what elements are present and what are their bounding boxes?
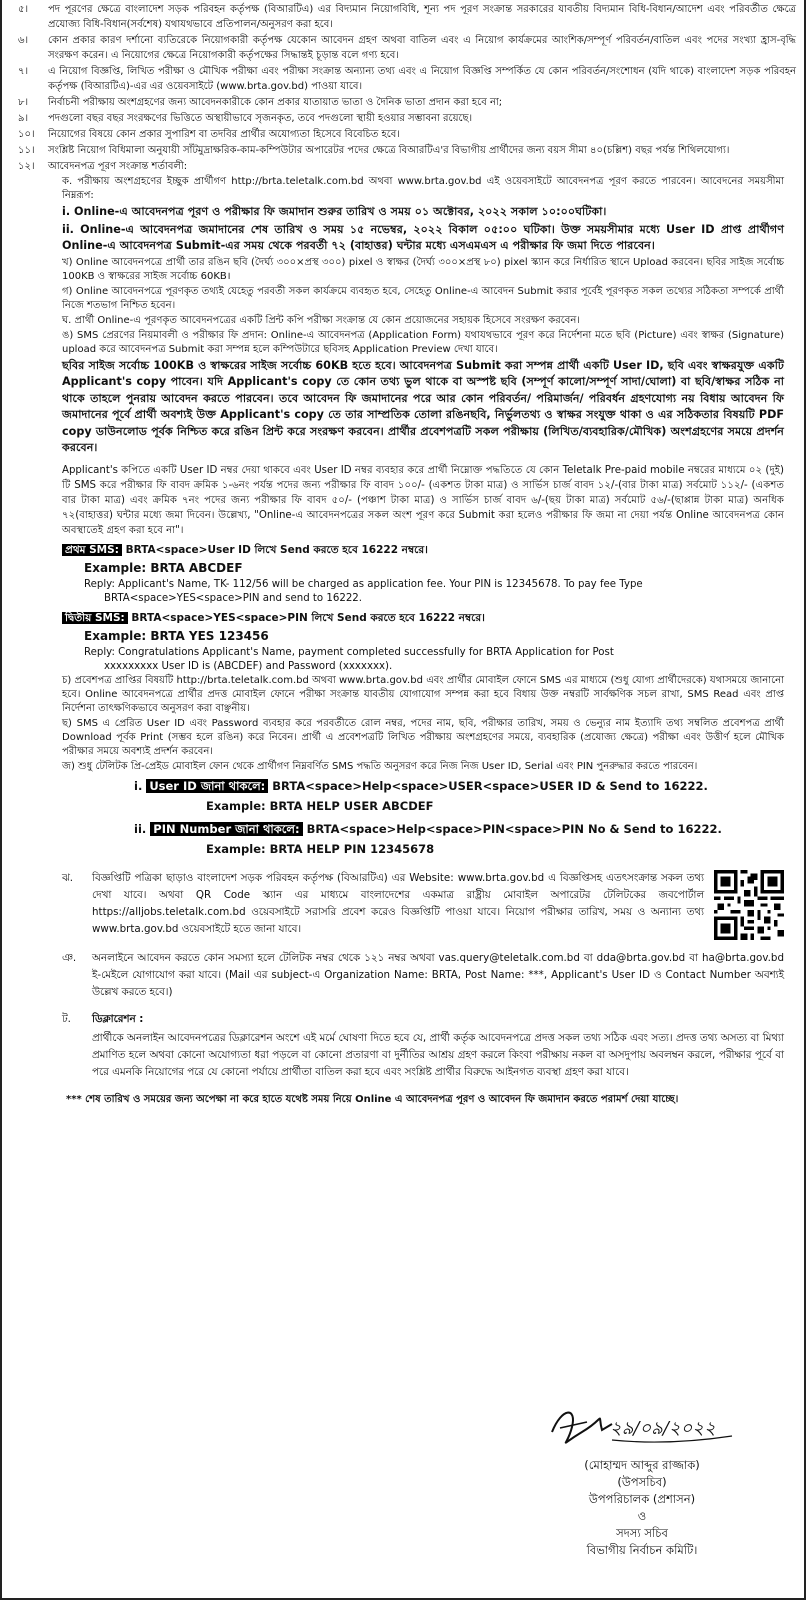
- clause-text: পদ পূরণের ক্ষেত্রে বাংলাদেশ সড়ক পরিবহন কর্তৃপক্ষ (বিআরটিএ) এর বিদ্যমান নিয়োগবিধি, শূন্য পদ পূরণ সংক্রান্ত সরকারের যাবতীয় বিদ্যমান বিধি-বিধান/আদেশ এবং পরিবর্তীত ক্ষেত্রে প্রযোজ্য বিধি-বিধান(সর্বশেষ) যথাযথভাবে প্রতিপালন/অনুসরণ করা হবে।: [48, 4, 796, 30]
- help-pin-line: [134, 820, 796, 838]
- clause-text: সংশ্লিষ্ট নিয়োগ বিধিমালা অনুযায়ী সাঁটমুদ্রাক্ষরিক-কাম-কম্পিউটার অপারেটর পদের ক্ষেত্রে বিআরটিএ'র বিভাগীয় প্রার্থীদের জন্য বয়স সীমা ৪০(চল্লিশ) বছর পর্যন্ত শিথিলযোগ্য।: [48, 145, 730, 156]
- clause-10: [16, 127, 796, 142]
- subclause-ka: ক. পরীক্ষায় অংশগ্রহণের ইচ্ছুক প্রার্থীগণ http://brta.teletalk.com.bd অথবা www.brta.gov.bd এই ওয়েবসাইটে আবেদনপত্র পূরণ করতে পারবেন। আবেদনের সময়সীমা নিম্নরূপ:: [62, 176, 784, 201]
- clause-text: অনলাইনে আবেদন করতে কোন সমস্যা হলে টেলিটক নম্বর থেকে ১২১ নম্বর অথবা vas.query@teletalk.com.bd বা dda@brta.gov.bd বা ha@brta.gov.bd ই-মেইলে যোগাযোগ করা যাবে। (Mail এর subject-এ Organization Name: BRTA, Post Name: ***, Applicant's User ID ও Contact Number অবশ্যই উল্লেখ করতে হবে।): [92, 951, 784, 998]
- clause-number: ৭।: [18, 66, 29, 77]
- clause-number: ১০।: [18, 129, 35, 140]
- handwritten-signature-icon: [542, 1402, 742, 1452]
- subclause-cha: চ) প্রবেশপত্র প্রাপ্তির বিষয়টি http://brta.teletalk.com.bd অথবা www.brta.gov.bd এবং প্রার্থীর মোবাইল ফোনে SMS এর মাধ্যমে (শুধু যোগ্য প্রার্থীদেরকে) যথাসময়ে জানানো হবে। Online আবেদনপত্রে প্রার্থীর প্রদত্ত মোবাইল ফোনে পরীক্ষা সংক্রান্ত যাবতীয় যোগাযোগ সম্পন্ন করা হবে বিধায় উক্ত নম্বরটি সার্বক্ষণিক সচল রাখা, SMS Read এবং প্রাপ্ত নির্দেশনা তাৎক্ষণিকভাবে অনুসরণ করা বাঞ্ছনীয়।: [62, 674, 784, 714]
- first-sms-example: Example: BRTA ABCDEF: [84, 560, 243, 575]
- clause-text: বিজ্ঞপ্তিটি পত্রিকা ছাড়াও বাংলাদেশ সড়ক পরিবহন কর্তৃপক্ষ (বিআরটিএ) এর Website: www.brta.gov.bd এ বিজ্ঞপ্তিসহ এতৎসংক্রান্ত সকল তথ্য দেখা যাবে। অথবা QR Code স্ক্যান এর মাধ্যমে বাংলাদেশের একমাত্র রাষ্ট্রীয় মোবাইল অপারেটর টেলিটকের জবপোর্টাল https://alljobs.teletalk.com.bd ওয়েবসাইটে সরাসরি প্রবেশ করেও বিজ্ঞপ্তিটি পাওয়া যাবে। নিয়োগ পরীক্ষার তারিখ, সময় ও অন্যান্য তথ্য www.brta.gov.bd ওয়েবসাইটে হতে জানা যাবে।: [92, 871, 704, 935]
- clause-text: এ নিয়োগ বিজ্ঞপ্তি, লিখিত পরীক্ষা ও মৌখিক পরীক্ষা এবং পরীক্ষা সংক্রান্ত অন্যান্য তথ্য এবং এ নিয়োগ বিজ্ঞপ্তি সম্পর্কিত যে কোন পরিবর্তন/সংশোধন (যদি থাকে) বাংলাদেশ সড়ক পরিবহন কর্তৃপক্ষ (বিআরটিএ)-এর এর ওয়েবসাইটে (www.brta.gov.bd) পাওয়া যাবে।: [48, 66, 796, 92]
- help-pin-example: Example: BRTA HELP PIN 12345678: [206, 841, 435, 856]
- clause-12: [16, 159, 796, 174]
- clause-number: ৫।: [18, 4, 29, 15]
- clause-ta: [62, 1011, 784, 1028]
- subclause-ja: জ) শুধু টেলিটক প্রি-প্রেইড মোবাইল ফোন থেকে প্রার্থীগণ নিম্নবর্ণিত SMS পদ্ধতি অনুসরণ করে নিজ নিজ User ID, Serial এবং PIN পুনরুদ্ধার করতে পারবেন।: [62, 760, 698, 772]
- signatory-and: ও: [637, 1509, 647, 1523]
- subclause-gha: ঘ. প্রার্থী Online-এ পূরণকৃত আবেদনপত্রের একটি প্রিন্ট কপি পরীক্ষা সংক্রান্ত যে কোন প্রয়োজনের সহায়ক হিসেবে সংরক্ষণ করবেন।: [62, 314, 580, 326]
- first-sms-reply-continued: BRTA<space>YES<space>PIN and send to 16222.: [104, 592, 363, 604]
- clause-6: [16, 33, 796, 63]
- help-user-id-example: Example: BRTA HELP USER ABCDEF: [206, 798, 434, 813]
- second-sms-reply: Reply: Congratulations Applicant's Name, payment completed successfully for BRTA Application for Post: [84, 646, 614, 658]
- subclause-ga: গ) Online আবেদনপত্রে পূরণকৃত তথ্যই যেহেতু পরবর্তী সকল কার্যক্রমে ব্যবহৃত হবে, সেহেতু Online-এ আবেদন Submit করার পূর্বেই পূরণকৃত সকল তথ্যের সঠিকতা সম্পর্কে প্রার্থী নিজে শতভাগ নিশ্চিত হবেন।: [62, 285, 784, 311]
- help-user-id-prefix: i.: [134, 778, 143, 793]
- clause-jha: [62, 870, 784, 940]
- second-sms-line: [62, 610, 796, 626]
- help-pin-prefix: ii.: [134, 821, 147, 836]
- clause-number: ১২।: [18, 161, 35, 172]
- sms-fee-paragraph: Applicant's কপিতে একটি User ID নম্বর দেয়া থাকবে এবং User ID নম্বর ব্যবহার করে প্রার্থী নিম্নোক্ত পদ্ধতিতে যে কোন Teletalk Pre-paid mobile নম্বরের মাধ্যমে ০২ (দুই) টি SMS করে পরীক্ষার ফি বাবদ ক্রমিক ১-৬নং পর্যন্ত পদের জন্য পরীক্ষার ফি বাবদ ১০০/- (একশত টাকা মাত্র) ও সার্ভিস চার্জ বাবদ ১২/-(বার টাকা মাত্র) সর্বমোট ১১২/- (একশত বার টাকা মাত্র) এবং ক্রমিক ৭নং পদের জন্য পরীক্ষার ফি বাবদ ৫০/- (পঞ্চাশ টাকা মাত্র) ও সার্ভিস চার্জ বাবদ ৬/-(ছয় টাকা মাত্র) সর্বমোট ৫৬/-(ছাপ্পান্ন টাকা মাত্র) অনধিক ৭২(বাহাত্তর) ঘন্টার মধ্যে জমা দিবেন। উল্লেখ্য, "Online-এ আবেদনপত্রের সকল অংশ পূরণ করে Submit করা হলেও পরীক্ষার ফি জমা না দেয়া পর্যন্ত Online আবেদনপত্র কোন অবস্থাতেই গ্রহণ করা হবে না"।: [62, 464, 784, 536]
- second-sms-instruction: BRTA<space>YES<space>PIN লিখে Send করতে হবে 16222 নম্বরে।: [131, 611, 485, 624]
- help-pin-label: PIN Number জানা থাকলে:: [150, 822, 302, 836]
- clause-text: নির্বাচনী পরীক্ষায় অংশগ্রহণের জন্য আবেদনকারীকে কোন প্রকার যাতায়াত ভাতা ও দৈনিক ভাতা প্রদান করা হবে না;: [48, 97, 503, 108]
- clause-nya: [62, 950, 784, 1001]
- first-sms-line: [62, 542, 796, 558]
- subclause-chha: ছ) SMS এ প্রেরিত User ID এবং Password ব্যবহার করে পরবর্তীতে রোল নম্বর, পদের নাম, ছবি, পরীক্ষার তারিখ, সময় ও ভেন্যুর নাম ইত্যাদি তথ্য সম্বলিত প্রবেশপত্র প্রার্থী Download পূর্বক Print (সম্ভব হলে রঙিন) করে নিবেন। প্রার্থী এ প্রবেশপত্রটি লিখিত পরীক্ষায় অংশগ্রহণের সময়ে, ব্যবহারিক (প্রযোজ্য ক্ষেত্রে) পরীক্ষা এবং উত্তীর্ণ হলে মৌখিক পরীক্ষার সময়ে অবশ্যই প্রদর্শন করবেন।: [62, 717, 784, 757]
- signatory-post: উপপরিচালক (প্রশাসন): [588, 1492, 696, 1506]
- first-sms-reply: Reply: Applicant's Name, TK- 112/56 will be charged as application fee. Your PIN is 12345678. To pay fee Type: [84, 578, 643, 590]
- help-user-id-instruction: BRTA<space>Help<space>USER<space>USER ID & Send to 16222.: [272, 778, 708, 793]
- signatory-role: সদস্য সচিব: [616, 1526, 668, 1540]
- qr-code-icon[interactable]: [714, 870, 784, 940]
- second-sms-label: দ্বিতীয় SMS:: [62, 612, 128, 624]
- second-sms-reply-continued: xxxxxxxxx User ID is (ABCDEF) and Password (xxxxxxx).: [104, 660, 393, 672]
- clause-text: আবেদনপত্র পূরণ সংক্রান্ত শর্তাবলী:: [48, 161, 188, 172]
- clause-9: [16, 111, 796, 126]
- subclause-i: i. Online-এ আবেদনপত্র পূরণ ও পরীক্ষার ফি জমাদান শুরুর তারিখ ও সময় ০১ অক্টোবর, ২০২২ সকাল ১০:০০ঘটিকা।: [62, 205, 607, 218]
- clause-text: পদগুলো বছর বছর সংরক্ষণের ভিত্তিতে অস্থায়ীভাবে সৃজনকৃত, তবে পদগুলো স্থায়ী হওয়ার সম্ভাবনা রয়েছে।: [48, 113, 473, 124]
- terms-list: [16, 2, 796, 1107]
- clause-11: [16, 143, 796, 158]
- signatory-committee: বিভাগীয় নির্বাচন কমিটি।: [586, 1543, 698, 1557]
- clause-number: ঝ.: [62, 871, 74, 884]
- first-sms-label: প্রথম SMS:: [62, 544, 122, 556]
- declaration-body: প্রার্থীকে অনলাইন আবেদনপত্রের ডিক্লারেশন অংশে এই মর্মে ঘোষণা দিতে হবে যে, প্রার্থী কর্তৃক আবেদনপত্রে প্রদত্ত সকল তথ্য সঠিক এবং সত্য। প্রদত্ত তথ্য অসত্য বা মিথ্যা প্রমাণিত হলে অথবা কোনো অযোগ্যতা ধরা পড়লে বা কোনো প্রতারণা বা দুর্নীতির আশ্রয় গ্রহণ করলে কিংবা পরীক্ষায় নকল বা অসদুপায় অবলম্বন করলে, পরীক্ষার পূর্বে বা পরে এমনকি নিয়োগের পরে যে কোনো পর্যায়ে প্রার্থীতা বাতিল করা হবে এবং সংশ্লিষ্ট প্রার্থীর বিরুদ্ধে আইনগত ব্যবস্থা গ্রহণ করা যাবে।: [92, 1031, 784, 1078]
- second-sms-example: Example: BRTA YES 123456: [84, 628, 269, 643]
- clause-number: ট.: [62, 1012, 71, 1025]
- subclause-ii: ii. Online-এ আবেদনপত্র জমাদানের শেষ তারিখ ও সময় ১৫ নভেম্বর, ২০২২ বিকাল ০৫:০০ ঘটিকা। উক্ত সময়সীমার মধ্যে User ID প্রাপ্ত প্রার্থীগণ Online-এ আবেদনপত্র Submit-এর সময় থেকে পরবর্তী ৭২ (বাহাত্তর) ঘন্টার মধ্যে এসএমএস এ পরীক্ষার ফি জমা দিতে পারবেন।: [62, 222, 784, 252]
- signature-date: ২৯/০৯/২০২২: [610, 1418, 716, 1439]
- help-user-id-line: [134, 777, 796, 795]
- clause-7: [16, 64, 796, 94]
- declaration-heading: ডিক্লারেশন :: [92, 1012, 144, 1025]
- clause-5: [16, 2, 796, 32]
- clause-text: নিয়োগের বিষয়ে কোন প্রকার সুপারিশ বা তদবির প্রার্থীর অযোগ্যতা হিসেবে বিবেচিত হবে।: [48, 129, 400, 140]
- final-advisory-note: *** শেষ তারিখ ও সময়ের জন্য অপেক্ষা না করে হাতে যথেষ্ট সময় নিয়ে Online এ আবেদনপত্র পূরণ ও আবেদন ফি জমাদান করতে পরামর্শ দেয়া যাচ্ছে।: [66, 1093, 679, 1105]
- help-pin-instruction: BRTA<space>Help<space>PIN<space>PIN No & Send to 16222.: [306, 821, 722, 836]
- clause-number: ৮।: [18, 97, 29, 108]
- signature-block: [532, 1402, 752, 1559]
- signatory-designation: (উপসচিব): [617, 1475, 667, 1489]
- clause-number: ৯।: [18, 113, 29, 124]
- signatory-name: (মোহাম্মদ আব্দুর রাজ্জাক): [584, 1458, 700, 1472]
- clause-8: [16, 95, 796, 110]
- first-sms-instruction: BRTA<space>User ID লিখে Send করতে হবে 16222 নম্বরে।: [125, 543, 428, 556]
- help-user-id-label: User ID জানা থাকলে:: [146, 779, 268, 793]
- clause-number: ঞ.: [62, 951, 77, 964]
- subclause-uma: ঙ) SMS প্রেরণের নিয়মাবলী ও পরীক্ষার ফি প্রদান: Online-এ আবেদনপত্র (Application Form) যথাযথভাবে পূরণ করে নির্দেশনা মতে ছবি (Picture) এবং স্বাক্ষর (Signature) upload করে আবেদনপত্র Submit করা সম্পন্ন হলে কম্পিউটারে ছবিসহ Application Preview দেখা যাবে।: [62, 329, 784, 355]
- clause-text: কোন প্রকার কারণ দর্শানো ব্যতিরেকে নিয়োগকারী কর্তৃপক্ষ যেকোন আবেদন গ্রহণ অথবা বাতিল এবং এ নিয়োগ কার্যক্রমের আংশিক/সম্পূর্ণ পরিবর্তন/বাতিল এবং পদের সংখ্যা হ্রাস-বৃদ্ধি সংরক্ষণ করেন। এ নিয়োগের ক্ষেত্রে নিয়োগকারী কর্তৃপক্ষের সিদ্ধান্তই চূড়ান্ত বলে গণ্য হবে।: [48, 35, 796, 61]
- clause-number: ৬।: [18, 35, 29, 46]
- clause-text-with-qr: [92, 870, 784, 940]
- subclause-kha: খ) Online আবেদনপত্রে প্রার্থী তার রঙিন ছবি (দৈর্ঘ্য ৩০০×প্রস্থ ৩০০) pixel ও স্বাক্ষর (দৈর্ঘ্য ৩০০×প্রস্থ ৮০) pixel স্ক্যান করে নির্ধারিত স্থানে Upload করবেন। ছবির সাইজ সর্বোচ্চ 100KB ও স্বাক্ষরের সাইজ সর্বোচ্চ 60KB।: [62, 256, 784, 282]
- clause-number: ১১।: [18, 145, 35, 156]
- declaration-body-row: [62, 1030, 784, 1081]
- subclause-uma-continued: ছবির সাইজ সর্বোচ্চ 100KB ও স্বাক্ষরের সাইজ সর্বোচ্চ 60KB হতে হবে। আবেদনপত্র Submit করা সম্পন্ন প্রার্থী একটি User ID, ছবি এবং স্বাক্ষরযুক্ত একটি Applicant's copy পাবেন। যদি Applicant's copy তে কোন তথ্য ভুল থাকে বা অস্পষ্ট ছবি (সম্পূর্ণ কালো/সম্পূর্ণ সাদা/ঘোলা) বা ছবি/স্বাক্ষর সঠিক না থাকে তাহলে পুনরায় আবেদন করতে পারবেন। তবে আবেদন ফি জমাদানের পরে আর কোন পরিবর্তন/ পরিমার্জন/ পরিবর্ধন গ্রহণযোগ্য নয় বিধায় আবেদন ফি জমাদানের পূর্বে প্রার্থী অবশ্যই উক্ত Applicant's copy তে তার সাম্প্রতিক তোলা রঙিনছবি, নির্ভুলতথ্য ও স্বাক্ষর সংযুক্ত থাকা ও এর সঠিকতার বিষয়টি PDF copy ডাউনলোড পূর্বক নিশ্চিত করে রঙিন প্রিন্ট করে সংরক্ষণ করবেন। প্রার্থীর প্রবেশপত্রটি সকল পরীক্ষায় (লিখিত/ব্যবহারিক/মৌখিক) অংশগ্রহণের সময়ে প্রদর্শন করবেন।: [62, 358, 784, 454]
